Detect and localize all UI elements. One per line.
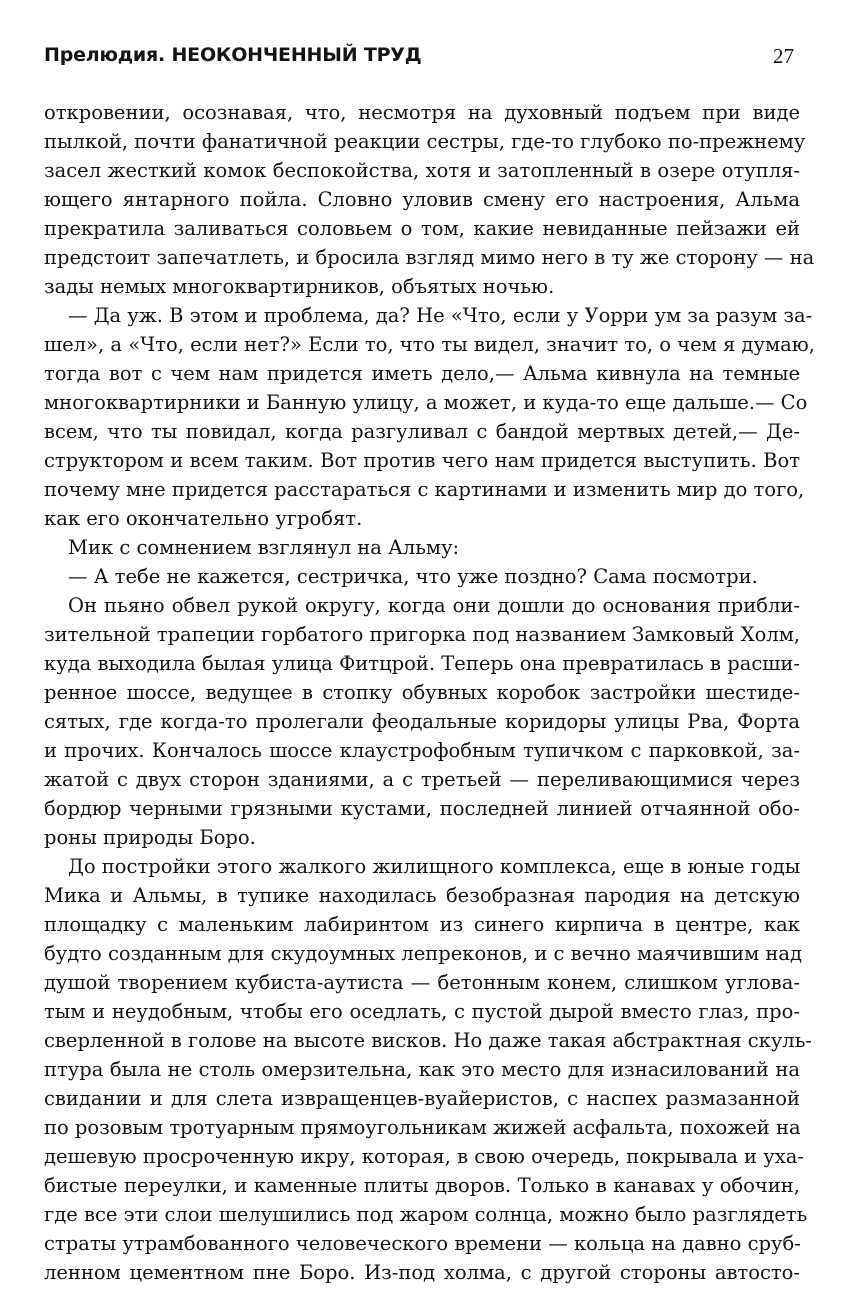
text-line: тогда вот с чем нам придется иметь дело,— Альма кивнула на темные <box>44 362 800 385</box>
text-line: страты утрамбованного человеческого времени — кольца на давно сруб- <box>44 1232 801 1255</box>
text-line: бордюр черными грязными кустами, последней линией отчаянной обо- <box>44 797 800 820</box>
text-line: засел жесткий комок беспокойства, хотя и затопленный в озере отупля- <box>44 159 800 182</box>
text-line: До постройки этого жалкого жилищного комплекса, еще в юные годы <box>68 855 801 878</box>
text-line: всем, что ты повидал, когда разгуливал с бандой мертвых детей,— Де- <box>44 420 800 443</box>
text-line: зительной трапеции горбатого пригорка под названием Замковый Холм, <box>44 623 801 646</box>
text-line: почему мне придется расстараться с картинами и изменить мир до того, <box>44 478 805 501</box>
text-line: Мик с сомнением взглянул на Альму: <box>68 536 460 559</box>
text-line: жатой с двух сторон зданиями, а с третьей — переливающимися через <box>44 768 800 791</box>
running-title: Прелюдия. НЕОКОНЧЕННЫЙ ТРУД <box>44 44 422 66</box>
text-line: предстоит запечатлеть, и бросила взгляд мимо него в ту же сторону — на <box>44 246 815 269</box>
text-line: свидании и для слета извращенцев-вуайеристов, с наспех размазанной <box>44 1087 800 1110</box>
running-header <box>44 44 800 74</box>
text-line: структором и всем таким. Вот против чего нам придется выступить. Вот <box>44 449 800 472</box>
text-line: зады немых многоквартирников, объятых ночью. <box>44 275 555 298</box>
page-number: 27 <box>773 44 794 68</box>
text-line: и прочих. Кончалось шоссе клаустрофобным тупичком с парковкой, за- <box>44 739 800 762</box>
text-line: откровении, осознавая, что, несмотря на духовный подъем при виде <box>44 101 800 124</box>
text-line: роны природы Боро. <box>44 826 256 849</box>
text-line: куда выходила былая улица Фитцрой. Теперь она превратилась в расши- <box>44 652 800 675</box>
text-line: площадку с маленьким лабиринтом из синего кирпича в центре, как <box>44 913 800 936</box>
text-line: — Да уж. В этом и проблема, да? Не «Что, если у Уорри ум за разум за- <box>68 304 813 327</box>
text-line: будто созданным для скудоумных лепреконов, и с вечно маячившим над <box>44 942 803 965</box>
text-line: ющего янтарного пойла. Словно уловив смену его настроения, Альма <box>44 188 800 211</box>
text-line: прекратила заливаться соловьем о том, какие невиданные пейзажи ей <box>44 217 800 240</box>
text-line: многоквартирники и Банную улицу, а может, и куда-то еще дальше.— Со <box>44 391 808 414</box>
text-line: ренное шоссе, ведущее в стопку обувных коробок застройки шестиде- <box>44 681 800 704</box>
text-line: шел», а «Что, если нет?» Если то, что ты видел, значит то, о чем я думаю, <box>44 333 815 356</box>
body-text <box>44 98 815 1287</box>
text-line: бистые переулки, и каменные плиты дворов. Только в канавах у обочин, <box>44 1174 800 1197</box>
text-line: как его окончательно угробят. <box>44 507 363 530</box>
text-line: тым и неудобным, чтобы его оседлать, с пустой дырой вместо глаз, про- <box>44 1000 800 1023</box>
text-line: ленном цементном пне Боро. Из-под холма, с другой стороны автосто- <box>44 1261 800 1284</box>
text-line: где все эти слои шелушились под жаром солнца, можно было разглядеть <box>44 1203 808 1226</box>
text-line: — А тебе не кажется, сестричка, что уже поздно? Сама посмотри. <box>68 565 758 588</box>
text-line: по розовым тротуарным прямоугольникам жижей асфальта, похожей на <box>44 1116 801 1139</box>
text-line: сверленной в голове на высоте висков. Но даже такая абстрактная скуль- <box>44 1029 812 1052</box>
text-line: пылкой, почти фанатичной реакции сестры, где-то глубоко по-прежнему <box>44 130 806 153</box>
text-line: дешевую просроченную икру, которая, в свою очередь, покрывала и уха- <box>44 1145 804 1168</box>
text-line: душой творением кубиста-аутиста — бетонным конем, слишком углова- <box>44 971 800 994</box>
text-line: Мика и Альмы, в тупике находилась безобразная пародия на детскую <box>44 884 800 907</box>
text-line: Он пьяно обвел рукой округу, когда они дошли до основания прибли- <box>68 594 800 617</box>
text-line: птура была не столь омерзительна, как это место для изнасилований на <box>44 1058 800 1081</box>
text-line: сятых, где когда-то пролегали феодальные коридоры улицы Рва, Форта <box>44 710 800 733</box>
